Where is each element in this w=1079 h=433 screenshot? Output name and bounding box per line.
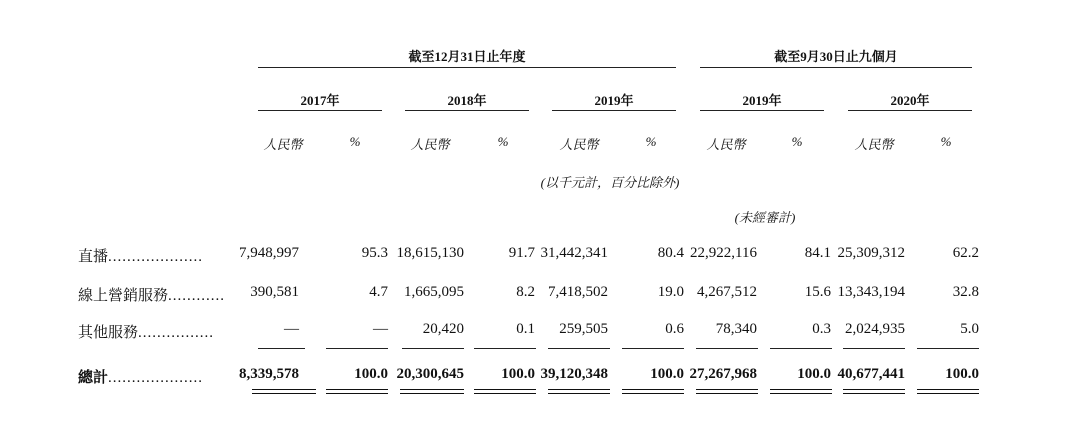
cell-total-2018-pct: 100.0	[501, 366, 535, 382]
unit-percent-2020: %	[940, 134, 952, 149]
cell-other-2019-9m-amount: 78,340	[715, 321, 757, 337]
subtotal-rule	[402, 348, 464, 349]
cell-live-2019-amount: 31,442,341	[540, 245, 608, 261]
unit-currency-2017: 人民幣	[263, 137, 303, 152]
subtotal-rule	[696, 348, 758, 349]
year-header-2019-nine-months: 2019年	[742, 93, 782, 108]
cell-online-2020-pct: 32.8	[952, 284, 979, 300]
cell-total-2018-amount: 20,300,645	[396, 366, 464, 382]
cell-other-2020-pct: 5.0	[960, 321, 979, 337]
total-double-rule	[770, 389, 832, 394]
period-header-nine-months: 截至9月30日止九個月	[774, 49, 898, 64]
cell-online-2019-amount: 7,418,502	[548, 284, 608, 300]
cell-online-2020-amount: 13,343,194	[837, 284, 905, 300]
cell-other-2020-amount: 2,024,935	[845, 321, 905, 337]
unit-percent-2019-nine-months: %	[791, 134, 803, 149]
row-dots: ....................	[108, 249, 204, 265]
row-label-other-services	[78, 321, 214, 342]
total-double-rule	[622, 389, 684, 394]
unit-percent-2018: %	[497, 134, 509, 149]
cell-live-2017-pct: 95.3	[361, 245, 388, 261]
cell-online-2017-pct: 4.7	[369, 284, 388, 300]
year-rule-2019	[552, 110, 676, 111]
row-label-text: 總計	[78, 370, 109, 386]
period-header-year-end: 截至12月31日止年度	[408, 49, 526, 64]
period-rule-year-end	[258, 67, 676, 68]
year-rule-2020	[848, 110, 972, 111]
total-double-rule	[474, 389, 536, 394]
total-double-rule	[252, 389, 316, 394]
note-thousands: (以千元計，百分比除外)	[540, 175, 680, 190]
total-double-rule	[400, 389, 464, 394]
subtotal-rule	[917, 348, 979, 349]
row-dots: ............	[168, 288, 226, 304]
subtotal-rule	[326, 348, 388, 349]
cell-live-2019-9m-pct: 84.1	[804, 245, 831, 261]
cell-total-2020-pct: 100.0	[945, 366, 979, 382]
unit-currency-2020: 人民幣	[854, 137, 894, 152]
total-double-rule	[548, 389, 610, 394]
cell-live-2018-amount: 18,615,130	[396, 245, 464, 261]
subtotal-rule	[622, 348, 684, 349]
cell-online-2017-amount: 390,581	[250, 284, 299, 300]
row-dots: ................	[138, 325, 215, 341]
cell-total-2019-9m-pct: 100.0	[797, 366, 831, 382]
year-rule-2017	[258, 110, 382, 111]
cell-live-2020-amount: 25,309,312	[837, 245, 905, 261]
cell-total-2020-amount: 40,677,441	[837, 366, 905, 382]
cell-online-2019-pct: 19.0	[657, 284, 684, 300]
subtotal-rule	[548, 348, 610, 349]
subtotal-rule	[474, 348, 536, 349]
row-label-total	[78, 366, 203, 387]
cell-online-2018-amount: 1,665,095	[404, 284, 464, 300]
year-header-2018: 2018年	[447, 93, 487, 108]
cell-other-2018-pct: 0.1	[516, 321, 535, 337]
cell-other-2017-amount: —	[284, 321, 299, 337]
total-double-rule	[917, 389, 979, 394]
unit-currency-2019: 人民幣	[559, 137, 599, 152]
note-unaudited: (未經審計)	[734, 210, 796, 225]
cell-other-2018-amount: 20,420	[422, 321, 464, 337]
total-double-rule	[843, 389, 905, 394]
row-label-text: 其他服務	[78, 325, 139, 341]
cell-live-2020-pct: 62.2	[952, 245, 979, 261]
cell-online-2019-9m-amount: 4,267,512	[697, 284, 757, 300]
total-double-rule	[326, 389, 388, 394]
cell-total-2019-9m-amount: 27,267,968	[689, 366, 757, 382]
row-label-live-streaming	[78, 245, 203, 266]
cell-online-2019-9m-pct: 15.6	[804, 284, 831, 300]
cell-other-2019-pct: 0.6	[665, 321, 684, 337]
unit-percent-2019: %	[645, 134, 657, 149]
period-rule-nine-months	[700, 67, 972, 68]
year-rule-2018	[405, 110, 529, 111]
cell-total-2017-amount: 8,339,578	[239, 366, 299, 382]
cell-live-2019-9m-amount: 22,922,116	[690, 245, 757, 261]
cell-online-2018-pct: 8.2	[516, 284, 535, 300]
year-header-2020: 2020年	[890, 93, 930, 108]
unit-currency-2018: 人民幣	[410, 137, 450, 152]
row-label-text: 線上營銷服務	[78, 288, 169, 304]
row-label-online-marketing	[78, 284, 225, 305]
unit-currency-2019-nine-months: 人民幣	[706, 137, 746, 152]
unit-percent-2017: %	[349, 134, 361, 149]
cell-other-2017-pct: —	[373, 321, 388, 337]
cell-live-2018-pct: 91.7	[508, 245, 535, 261]
cell-other-2019-9m-pct: 0.3	[812, 321, 831, 337]
subtotal-rule	[770, 348, 832, 349]
row-label-text: 直播	[78, 249, 109, 265]
year-header-2017: 2017年	[300, 93, 340, 108]
cell-live-2019-pct: 80.4	[657, 245, 684, 261]
year-rule-2019-nine-months	[700, 110, 824, 111]
cell-live-2017-amount: 7,948,997	[239, 245, 299, 261]
total-double-rule	[696, 389, 758, 394]
row-dots: ....................	[108, 370, 204, 386]
cell-total-2017-pct: 100.0	[354, 366, 388, 382]
year-header-2019: 2019年	[594, 93, 634, 108]
subtotal-rule	[843, 348, 905, 349]
subtotal-rule	[258, 348, 305, 349]
cell-other-2019-amount: 259,505	[559, 321, 608, 337]
cell-total-2019-pct: 100.0	[650, 366, 684, 382]
cell-total-2019-amount: 39,120,348	[540, 366, 608, 382]
